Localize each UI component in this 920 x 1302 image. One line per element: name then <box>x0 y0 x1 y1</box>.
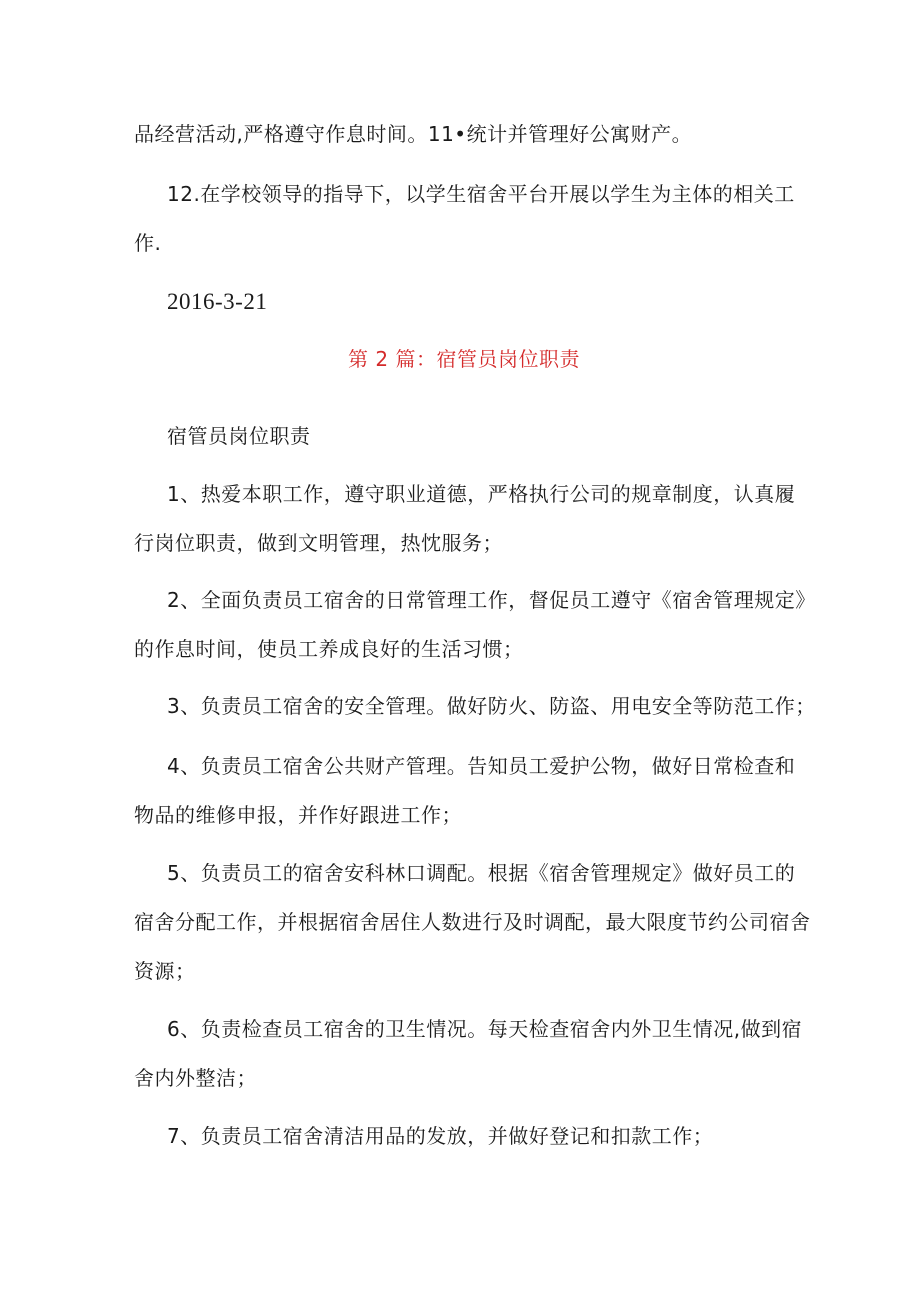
section-title: 宿管员岗位职责 <box>167 424 311 448</box>
item-7-line-1: 7、负责员工宿舍清洁用品的发放，并做好登记和扣款工作； <box>167 1124 714 1148</box>
document-date: 2016-3-21 <box>167 289 268 314</box>
item-12-line-1: 12.在学校领导的指导下，以学生宿舍平台开展以学生为主体的相关工 <box>167 182 795 206</box>
item-2-line-1: 2、全面负责员工宿舍的日常管理工作，督促员工遵守《宿舍管理规定》 <box>167 588 816 612</box>
text-line-continuation: 品经营活动,严格遵守作息时间。11•统计并管理好公寓财产。 <box>134 122 693 146</box>
item-3-line-1: 3、负责员工宿舍的安全管理。做好防火、防盗、用电安全等防范工作； <box>167 694 816 718</box>
item-1-line-2: 行岗位职责，做到文明管理，热忱服务； <box>134 531 503 555</box>
item-5-line-2: 宿舍分配工作，并根据宿舍居住人数进行及时调配，最大限度节约公司宿舍 <box>134 910 811 934</box>
item-1-line-1: 1、热爱本职工作，遵守职业道德，严格执行公司的规章制度，认真履 <box>167 482 796 506</box>
item-4-line-2: 物品的维修申报，并作好跟进工作； <box>134 803 462 827</box>
section-heading: 第 2 篇：宿管员岗位职责 <box>348 347 580 371</box>
item-6-line-1: 6、负责检查员工宿舍的卫生情况。每天检查宿舍内外卫生情况,做到宿 <box>167 1017 803 1041</box>
item-12-line-2: 作. <box>134 231 162 255</box>
item-5-line-3: 资源； <box>134 959 196 983</box>
item-6-line-2: 舍内外整洁； <box>134 1066 257 1090</box>
item-5-line-1: 5、负责员工的宿舍安科林口调配。根据《宿舍管理规定》做好员工的 <box>167 861 796 885</box>
item-4-line-1: 4、负责员工宿舍公共财产管理。告知员工爱护公物，做好日常检查和 <box>167 754 796 778</box>
item-2-line-2: 的作息时间，使员工养成良好的生活习惯； <box>134 637 524 661</box>
